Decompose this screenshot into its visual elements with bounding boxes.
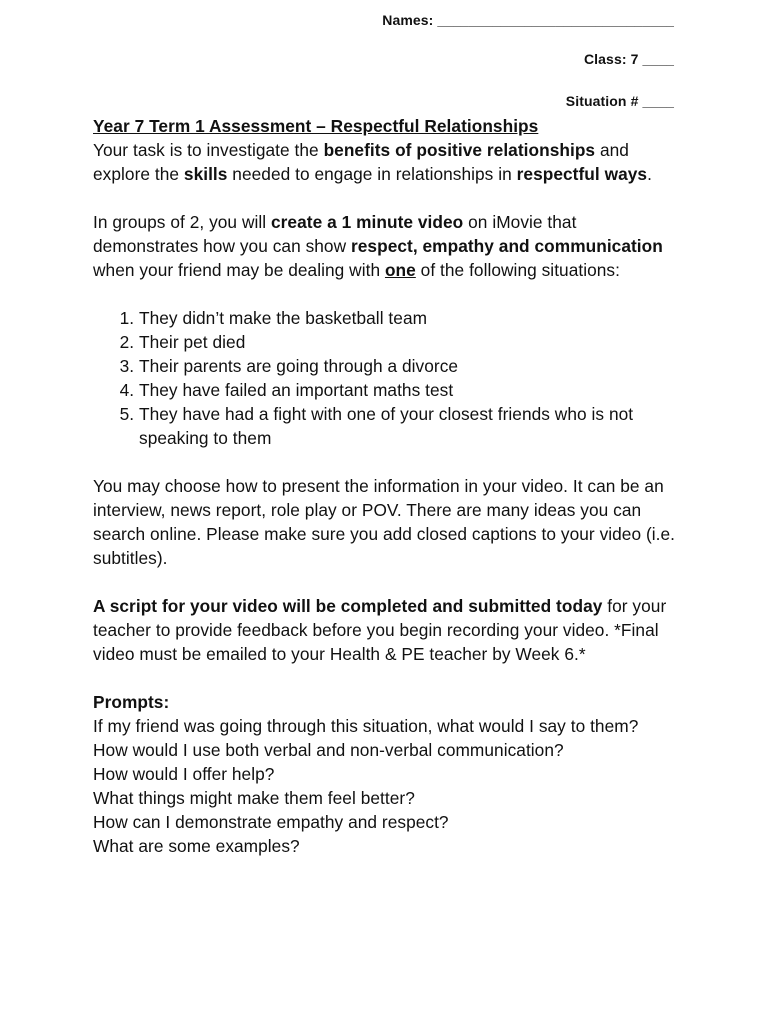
document-body	[93, 114, 683, 858]
groups-text-4: of the following situations:	[415, 260, 620, 280]
prompt-item: If my friend was going through this situation, what would I say to them?	[93, 716, 639, 736]
groups-text-3: when your friend may be dealing with	[93, 260, 385, 280]
groups-bold-1: create a 1 minute video	[271, 212, 464, 232]
script-text: for your teacher to provide feedback before you begin recording your video. *Final video must be emailed to your Health & PE teacher by Week 6.*	[93, 596, 667, 664]
situation-number-field: Situation # ____	[565, 93, 674, 109]
intro-bold-1: benefits of positive relationships	[323, 140, 596, 160]
assessment-title: Year 7 Term 1 Assessment – Respectful Relationships	[93, 116, 539, 136]
groups-bold-underline-one: one	[384, 260, 416, 280]
list-item: 5. They have had a fight with one of your closest friends who is not speaking to them	[139, 402, 683, 450]
present-paragraph: You may choose how to present the information in your video. It can be an interview, news report, role play or POV. There are many ideas you can search online. Please make sure you add closed captions to your video (i.e. subtitles).	[93, 476, 676, 568]
intro-bold-2: skills	[183, 164, 228, 184]
situations-list	[93, 306, 683, 450]
intro-text-2: and explore the	[93, 140, 629, 184]
prompt-item: What things might make them feel better?	[93, 788, 415, 808]
list-item: 1. They didn’t make the basketball team	[139, 306, 683, 330]
prompt-item: What are some examples?	[93, 836, 300, 856]
names-field: Names: ______________________________	[382, 12, 674, 28]
prompt-item: How would I offer help?	[93, 764, 275, 784]
list-item: 2. Their pet died	[139, 330, 683, 354]
list-item: 4. They have failed an important maths test	[139, 378, 683, 402]
groups-paragraph	[93, 210, 683, 282]
groups-text-2: on iMovie that demonstrates how you can show	[93, 212, 577, 256]
prompt-item: How can I demonstrate empathy and respect?	[93, 812, 449, 832]
intro-text-1: Your task is to investigate the	[93, 140, 324, 160]
intro-bold-3: respectful ways	[516, 164, 648, 184]
prompts-heading: Prompts:	[93, 692, 170, 712]
intro-text-4: .	[647, 164, 652, 184]
class-field: Class: 7 ____	[583, 51, 674, 67]
groups-text-1: In groups of 2, you will	[93, 212, 271, 232]
script-bold: A script for your video will be completed and submitted today	[93, 596, 603, 616]
intro-text-3: needed to engage in relationships in	[227, 164, 517, 184]
groups-bold-2: respect, empathy and communication	[350, 236, 663, 256]
intro-paragraph	[93, 138, 683, 186]
script-paragraph	[93, 594, 683, 666]
prompt-item: How would I use both verbal and non-verbal communication?	[93, 740, 564, 760]
list-item: 3. Their parents are going through a divorce	[139, 354, 683, 378]
